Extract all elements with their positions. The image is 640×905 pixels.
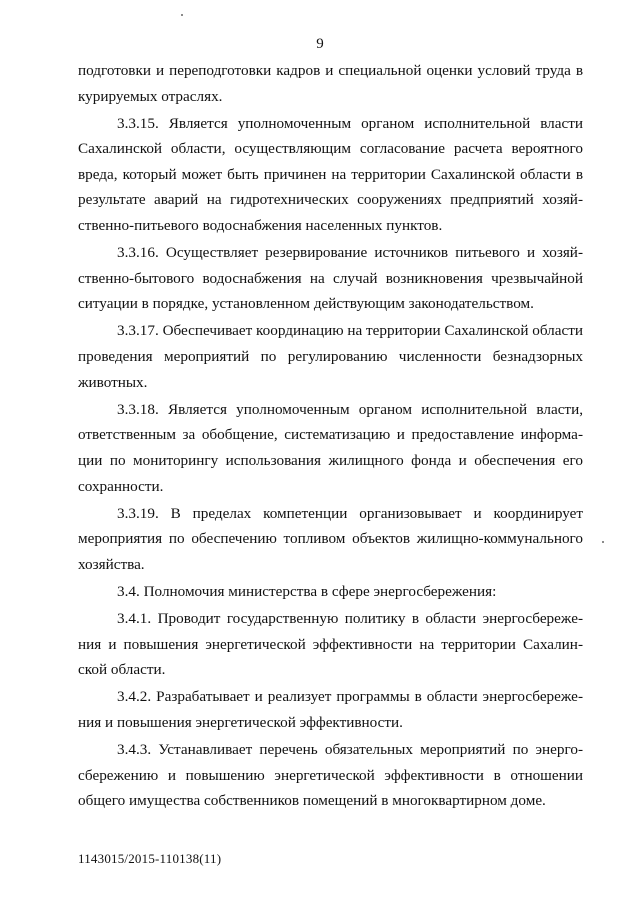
- paragraph-3-4-1: 3.4.1. Проводит государственную политику в области энергосбережения и повышения энергетической эффективности на территории Сахалинской области.: [78, 609, 583, 679]
- scan-speck: [181, 14, 183, 16]
- paragraph-3-3-18: 3.3.18. Является уполномоченным органом исполнительной власти, ответственным за обобщение, систематизацию и предоставление информации по мониторингу использования жилищного фонда и обеспечения его сохранности.: [78, 400, 583, 495]
- document-footer-code: 1143015/2015-110138(11): [78, 851, 222, 866]
- paragraph-continuation: подготовки и переподготовки кадров и специальной оценки условий труда в курируемых отраслях.: [78, 62, 583, 105]
- paragraph-3-3-16: 3.3.16. Осуществляет резервирование источников питьевого и хозяйственно-бытового водоснабжения на случай возникновения чрезвычайной ситуации в порядке, установленном действующим законодательством.: [78, 244, 583, 313]
- paragraph-3-3-17: 3.3.17. Обеспечивает координацию на территории Сахалинской области проведения мероприятий по регулированию численности безнадзорных животных.: [78, 322, 584, 391]
- paragraph-3-4-3: 3.4.3. Устанавливает перечень обязательных мероприятий по энергосбережению и повышению энергетической эффективности в отношении общего имущества собственников помещений в многоквартирном доме.: [78, 740, 583, 810]
- paragraph-3-3-19: 3.3.19. В пределах компетенции организовывает и координирует мероприятия по обеспечению топливом объектов жилищно-коммунального хозяйства.: [78, 504, 583, 573]
- paragraph-3-4-2: 3.4.2. Разрабатывает и реализует программы в области энергосбережения и повышения энергетической эффективности.: [78, 688, 583, 731]
- scan-speck: [602, 541, 604, 543]
- paragraph-3-3-15: 3.3.15. Является уполномоченным органом исполнительной власти Сахалинской области, осуществляющим согласование расчета вероятного вреда, который может быть причинен на территории Сахалинской области в результате аварий на гидротехнических сооружениях предприятий хозяйственно-питьевого водоснабжения населенных пунктов.: [78, 114, 583, 235]
- page-number: 9: [316, 36, 324, 52]
- paragraph-3-4: 3.4. Полномочия министерства в сфере энергосбережения:: [117, 582, 497, 600]
- document-body: [78, 58, 583, 815]
